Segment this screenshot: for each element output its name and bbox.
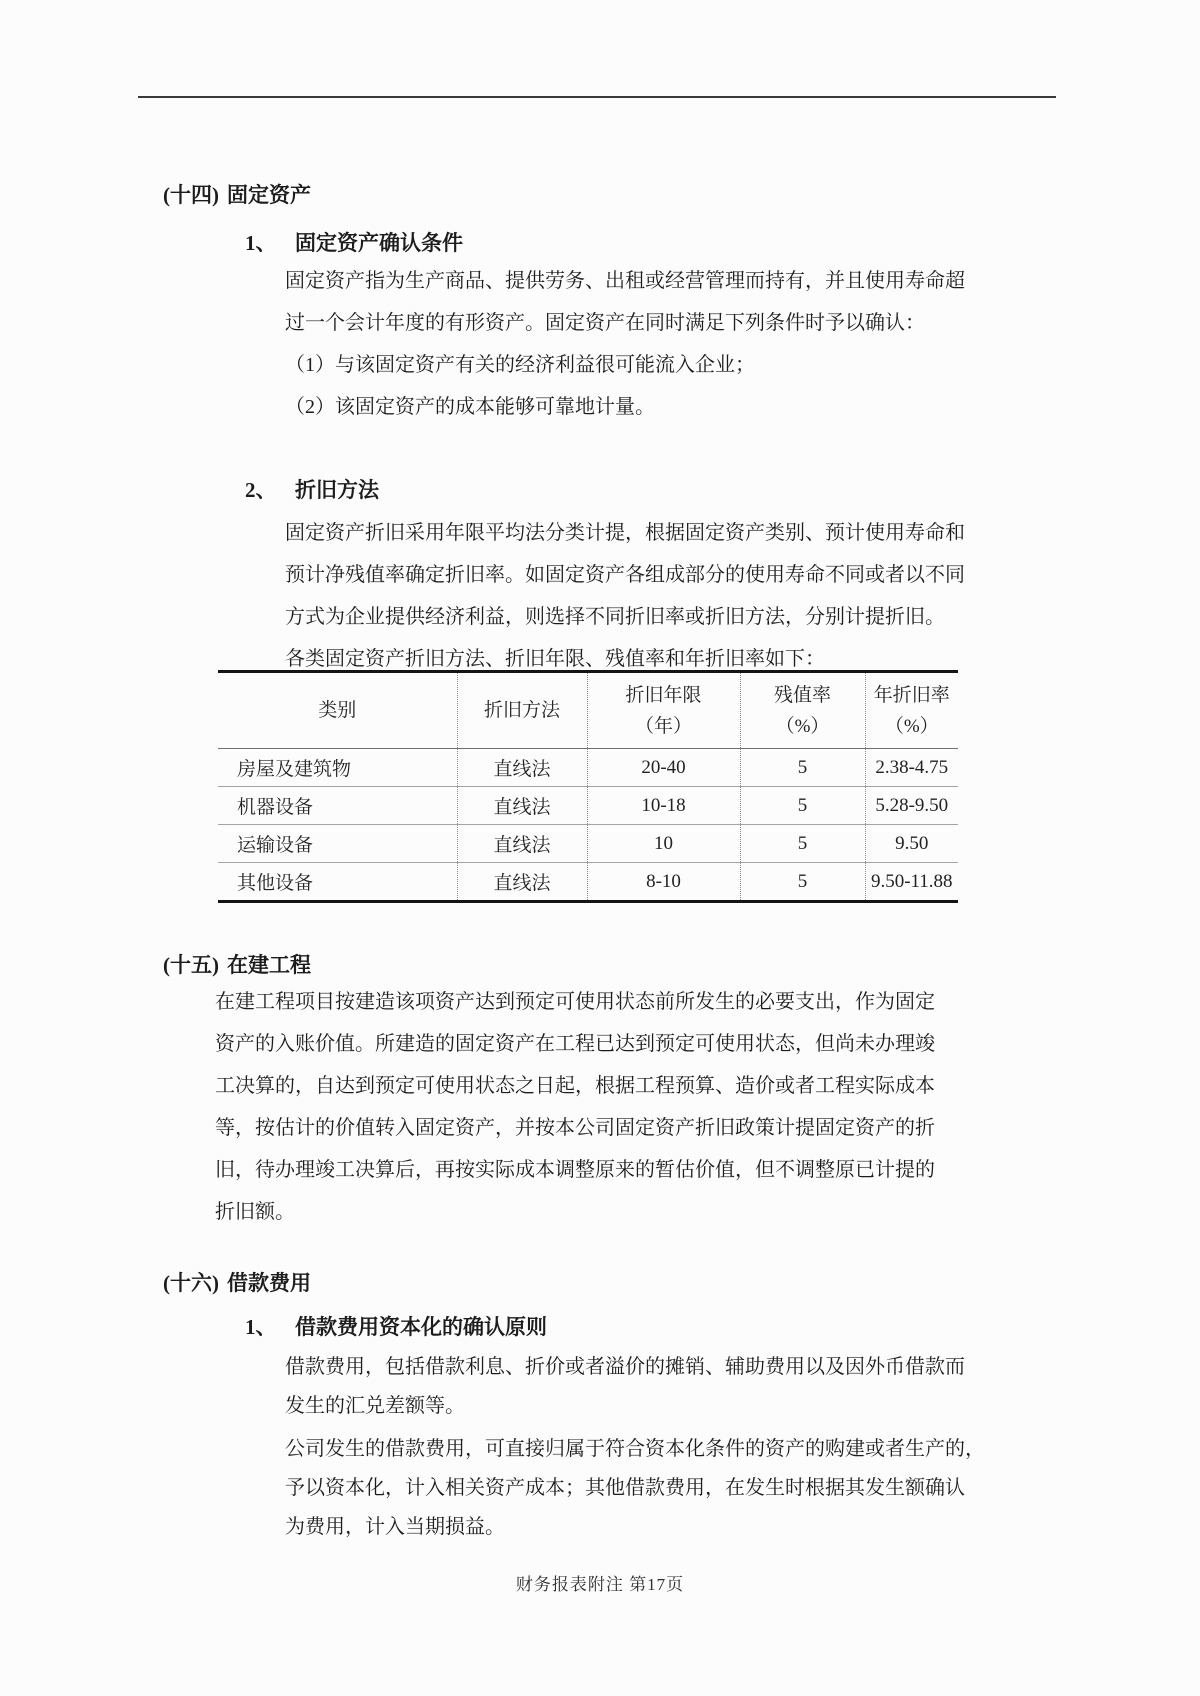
paragraph-fixed-asset-recognition [285, 260, 965, 428]
cell-annual-rate: 5.28-9.50 [865, 787, 958, 825]
cell-annual-rate: 9.50-11.88 [865, 863, 958, 902]
cell-residual-rate: 5 [740, 749, 865, 787]
text-line: 工决算的，自达到预定可使用状态之日起，根据工程预算、造价或者工程实际成本 [215, 1075, 935, 1097]
subheading-number: 2、 [245, 478, 277, 502]
section-heading-construction-in-progress [163, 950, 311, 980]
cell-years: 10-18 [587, 787, 740, 825]
subheading-title: 固定资产确认条件 [295, 231, 463, 255]
text-line: 预计净残值率确定折旧率。如固定资产各组成部分的使用寿命不同或者以不同 [285, 564, 965, 586]
section-title: 固定资产 [227, 183, 311, 207]
column-header-annual-rate: 年折旧率 （%） [865, 672, 958, 749]
text-line: 发生的汇兑差额等。 [285, 1395, 465, 1417]
text-line: 固定资产折旧采用年限平均法分类计提，根据固定资产类别、预计使用寿命和 [285, 522, 965, 544]
section-number: (十四) [163, 183, 219, 207]
cell-method: 直线法 [457, 787, 587, 825]
section-heading-fixed-assets [163, 180, 311, 210]
paragraph-construction-in-progress [215, 981, 935, 1233]
subheading-depreciation-method [245, 475, 379, 505]
cell-residual-rate: 5 [740, 825, 865, 863]
text-line: 折旧额。 [215, 1201, 295, 1223]
cell-residual-rate: 5 [740, 787, 865, 825]
page-footer: 财务报表附注 第17页 [515, 1575, 685, 1594]
paragraph-depreciation-method [285, 512, 965, 680]
section-number: (十五) [163, 953, 219, 977]
text-line: 固定资产指为生产商品、提供劳务、出租或经营管理而持有，并且使用寿命超 [285, 270, 965, 292]
text-line: 旧，待办理竣工决算后，再按实际成本调整原来的暂估价值，但不调整原已计提的 [215, 1159, 935, 1181]
cell-category: 运输设备 [218, 825, 457, 863]
text-line: （2）该固定资产的成本能够可靠地计量。 [285, 396, 655, 418]
depreciation-table-row [218, 787, 958, 825]
section-number: (十六) [163, 1271, 219, 1295]
paragraph-borrowing-costs-definition [285, 1348, 965, 1426]
column-header-years: 折旧年限 （年） [587, 672, 740, 749]
cell-method: 直线法 [457, 749, 587, 787]
cell-years: 8-10 [587, 863, 740, 902]
section-title: 在建工程 [227, 953, 311, 977]
cell-annual-rate: 2.38-4.75 [865, 749, 958, 787]
subheading-fixed-asset-recognition [245, 228, 463, 258]
column-header-category: 类别 [218, 672, 457, 749]
subheading-title: 借款费用资本化的确认原则 [295, 1315, 547, 1339]
column-header-method: 折旧方法 [457, 672, 587, 749]
section-heading-borrowing-costs [163, 1268, 311, 1298]
text-line: 过一个会计年度的有形资产。固定资产在同时满足下列条件时予以确认： [285, 312, 925, 334]
cell-years: 10 [587, 825, 740, 863]
depreciation-table-row [218, 863, 958, 902]
text-line: 予以资本化，计入相关资产成本；其他借款费用，在发生时根据其发生额确认 [285, 1477, 965, 1499]
cell-category: 房屋及建筑物 [237, 759, 352, 780]
text-line: 为费用，计入当期损益。 [285, 1516, 505, 1538]
paragraph-borrowing-costs-treatment [285, 1430, 985, 1547]
text-line: 公司发生的借款费用，可直接归属于符合资本化条件的资产的购建或者生产的， [285, 1438, 985, 1460]
text-line: 资产的入账价值。所建造的固定资产在工程已达到预定可使用状态，但尚未办理竣 [215, 1033, 935, 1055]
depreciation-table-row [218, 825, 958, 863]
depreciation-table-header-row [218, 672, 958, 749]
subheading-title: 折旧方法 [295, 478, 379, 502]
text-line: 在建工程项目按建造该项资产达到预定可使用状态前所发生的必要支出，作为固定 [215, 991, 935, 1013]
section-title: 借款费用 [227, 1271, 311, 1295]
text-line: 各类固定资产折旧方法、折旧年限、残值率和年折旧率如下： [285, 648, 825, 670]
cell-annual-rate: 9.50 [865, 825, 958, 863]
cell-category: 其他设备 [218, 863, 457, 902]
text-line: 方式为企业提供经济利益，则选择不同折旧率或折旧方法，分别计提折旧。 [285, 606, 945, 628]
text-line: 借款费用，包括借款利息、折价或者溢价的摊销、辅助费用以及因外币借款而 [285, 1356, 965, 1378]
text-line: （1）与该固定资产有关的经济利益很可能流入企业； [285, 354, 755, 376]
column-header-residual-rate: 残值率 （%） [740, 672, 865, 749]
cell-years: 20-40 [587, 749, 740, 787]
header-rule [138, 96, 1056, 98]
depreciation-table [218, 670, 958, 903]
subheading-number: 1、 [245, 1315, 277, 1339]
cell-method: 直线法 [457, 825, 587, 863]
text-line: 等，按估计的价值转入固定资产，并按本公司固定资产折旧政策计提固定资产的折 [215, 1117, 935, 1139]
cell-method: 直线法 [457, 863, 587, 902]
cell-category: 机器设备 [218, 787, 457, 825]
depreciation-table-row [218, 749, 958, 787]
cell-residual-rate: 5 [740, 863, 865, 902]
subheading-number: 1、 [245, 231, 277, 255]
subheading-borrowing-cost-capitalization [245, 1312, 547, 1342]
